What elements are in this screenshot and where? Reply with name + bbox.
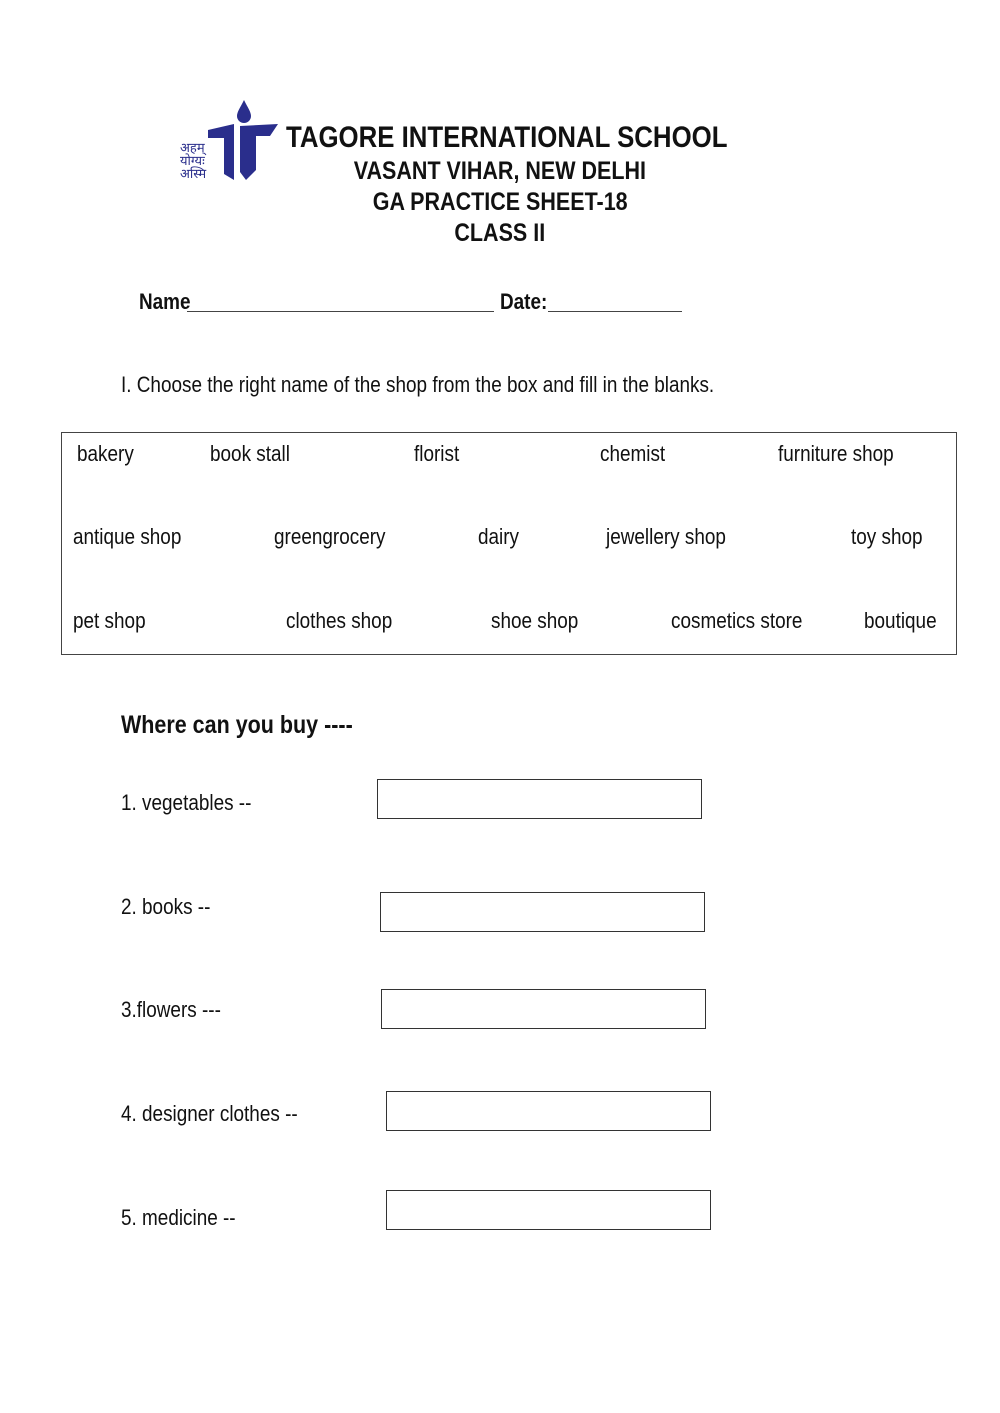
word-option: furniture shop (778, 441, 894, 466)
date-field[interactable] (548, 311, 682, 312)
word-option: clothes shop (286, 608, 393, 633)
word-option: shoe shop (491, 608, 579, 633)
word-option: greengrocery (274, 524, 386, 549)
question-label: 3.flowers --- (121, 997, 221, 1022)
question-label: 2. books -- (121, 894, 211, 919)
name-field[interactable] (187, 311, 494, 312)
answer-input-2[interactable] (380, 892, 705, 932)
word-option: cosmetics store (671, 608, 803, 633)
answer-input-4[interactable] (386, 1091, 711, 1131)
sheet-title: GA PRACTICE SHEET-18 (372, 188, 628, 216)
word-option: florist (414, 441, 460, 466)
answer-input-1[interactable] (377, 779, 702, 819)
word-option: antique shop (73, 524, 182, 549)
word-option: boutique (864, 608, 937, 633)
question-label: 4. designer clothes -- (121, 1101, 298, 1126)
date-label: Date: (500, 289, 548, 314)
word-option: pet shop (73, 608, 146, 633)
svg-text:अहम्: अहम् (180, 141, 205, 156)
word-option: dairy (478, 524, 520, 549)
school-location: VASANT VIHAR, NEW DELHI (353, 157, 647, 185)
question-label: 5. medicine -- (121, 1205, 236, 1230)
question-label: 1. vegetables -- (121, 790, 252, 815)
name-label: Name (139, 289, 191, 314)
instruction: I. Choose the right name of the shop from the box and fill in the blanks. (121, 372, 715, 397)
svg-text:योग्यः: योग्यः (180, 154, 205, 169)
answer-input-5[interactable] (386, 1190, 711, 1230)
class-label: CLASS II (454, 219, 546, 247)
school-name: TAGORE INTERNATIONAL SCHOOL (286, 121, 728, 154)
word-option: chemist (600, 441, 666, 466)
word-option: toy shop (851, 524, 923, 549)
word-option: book stall (210, 441, 290, 466)
word-option: jewellery shop (606, 524, 726, 549)
word-option: bakery (77, 441, 134, 466)
question-heading: Where can you buy ---- (121, 711, 353, 739)
answer-input-3[interactable] (381, 989, 706, 1029)
svg-text:अस्मि: अस्मि (180, 167, 207, 182)
